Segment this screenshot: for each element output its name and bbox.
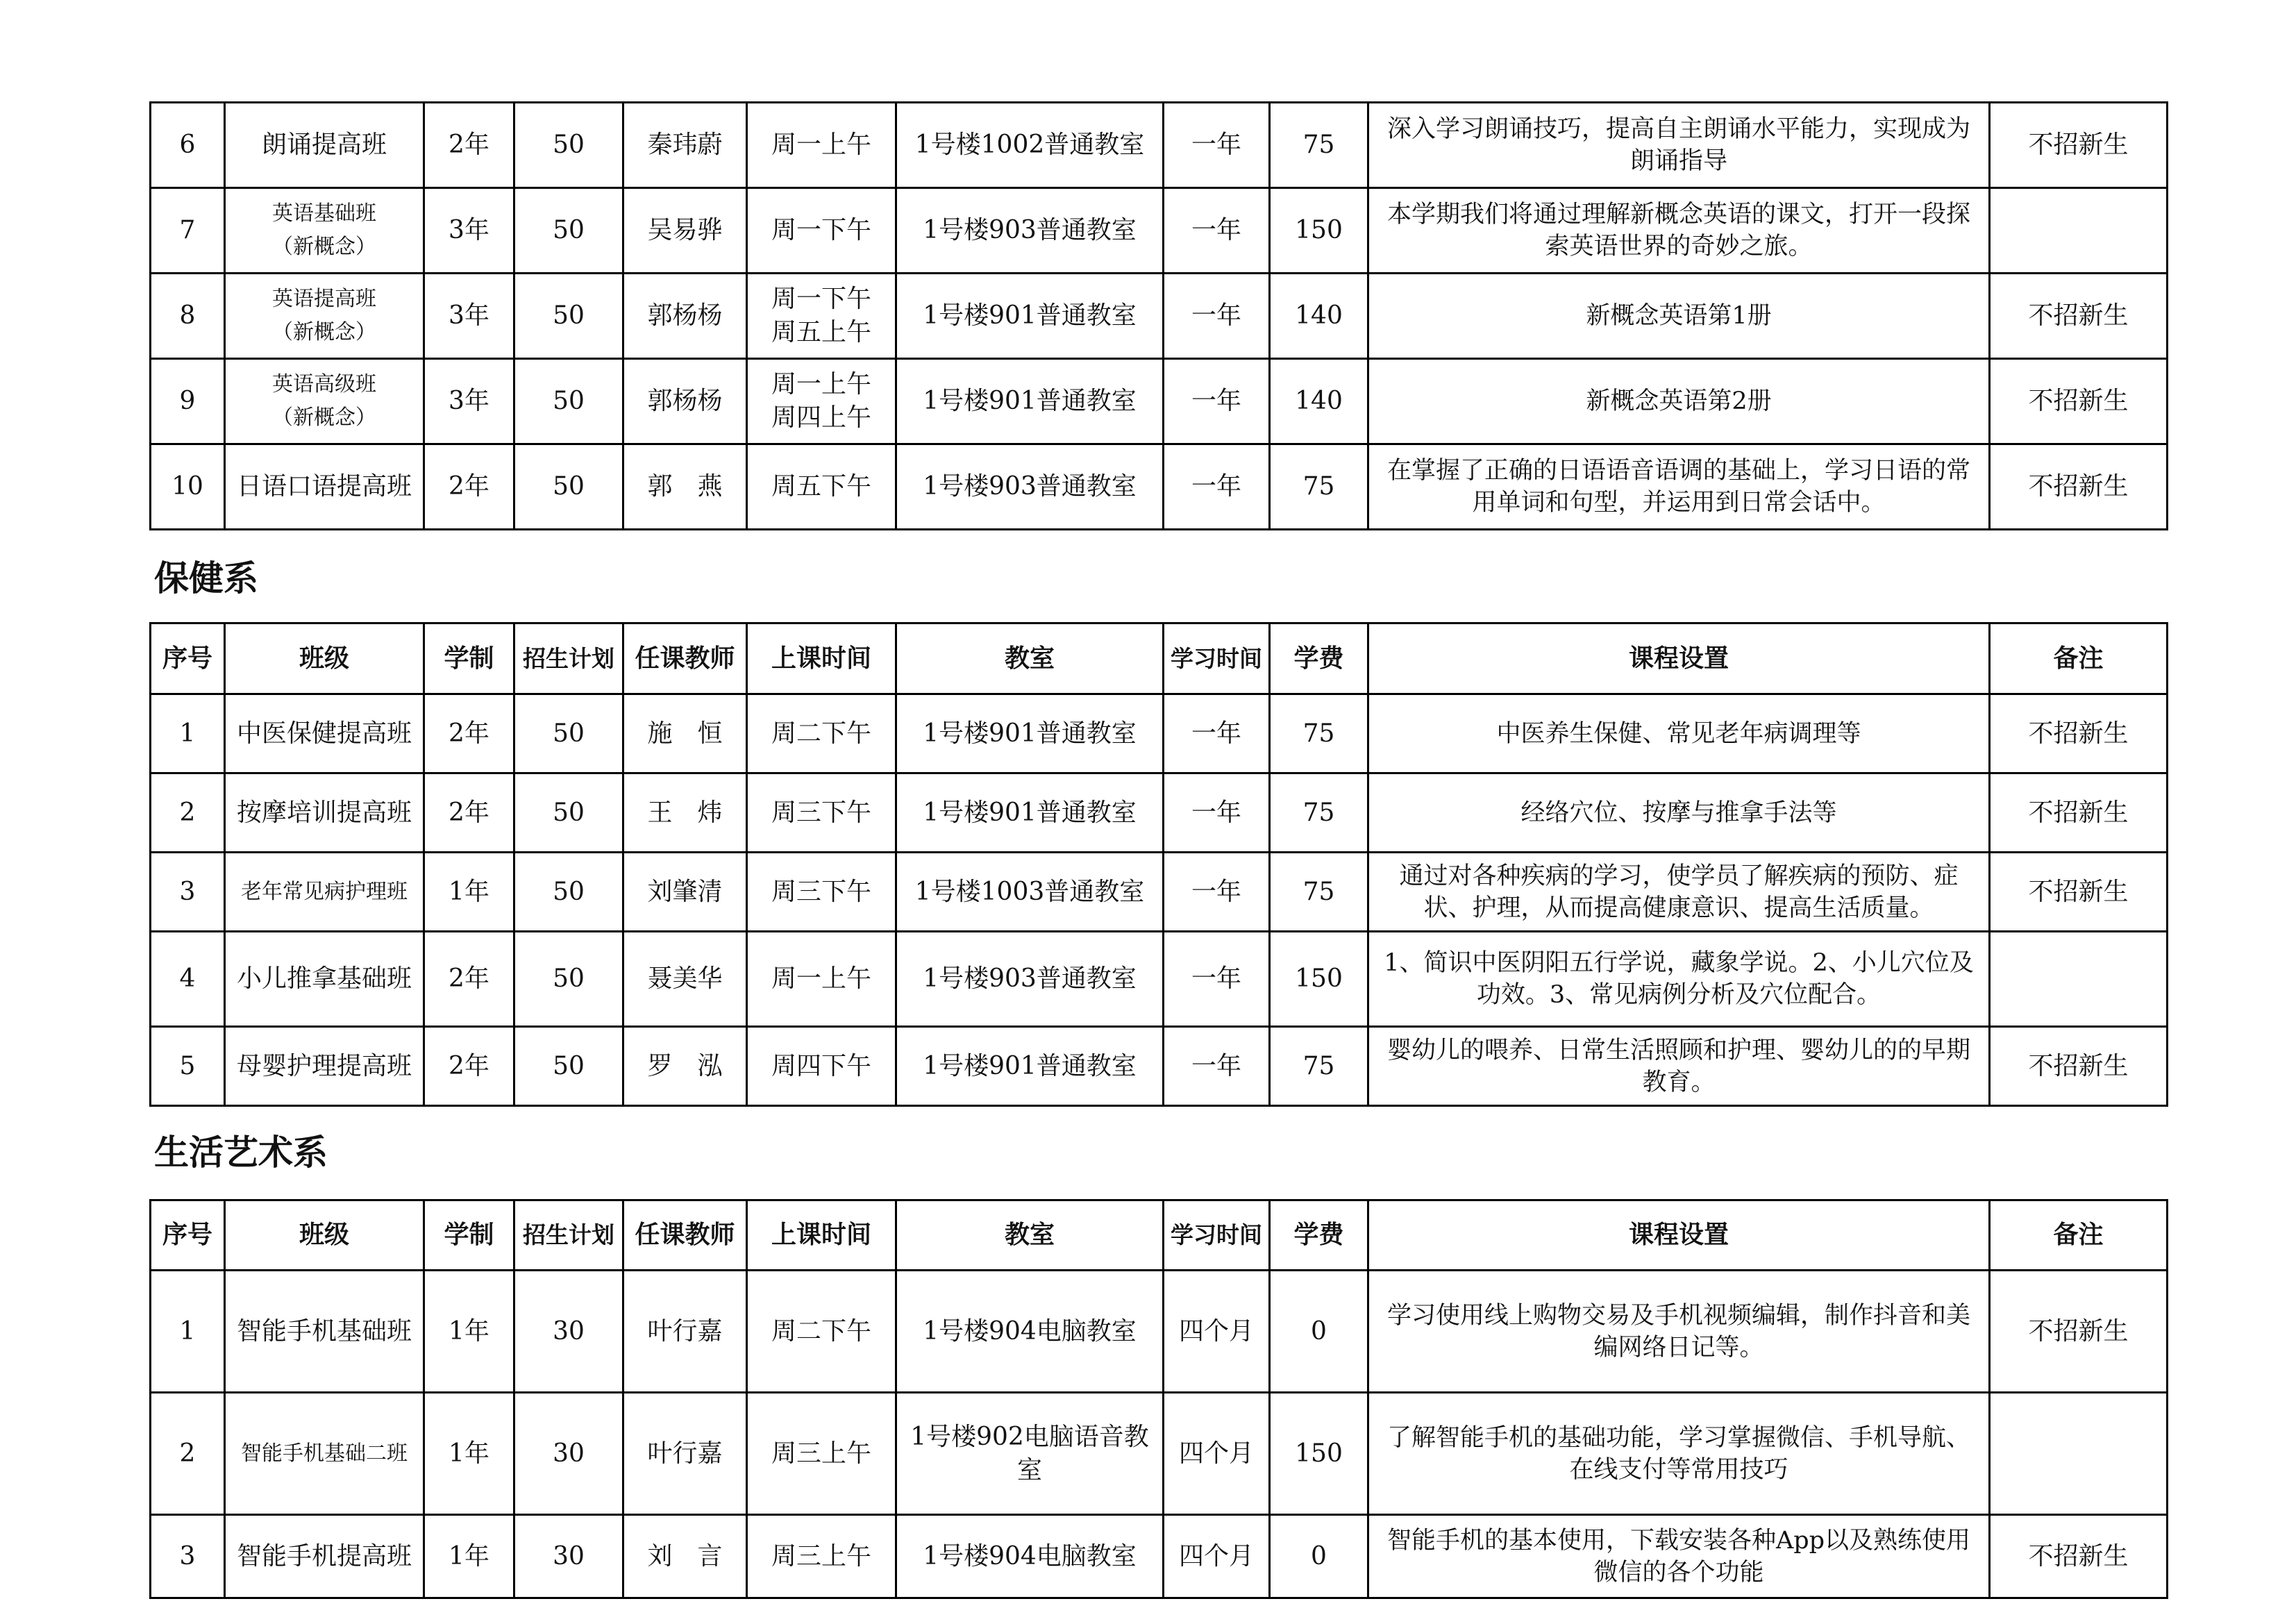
col-study-period: 一年 (1164, 773, 1270, 853)
col-time: 周三下午 (747, 773, 896, 853)
col-enrollment: 50 (514, 932, 623, 1027)
col-teacher: 吴易骅 (623, 188, 747, 274)
col-course: 智能手机的基本使用，下载安装各种App以及熟练使用微信的各个功能 (1368, 1515, 1990, 1598)
table-health (149, 622, 2168, 1107)
col-duration: 1年 (424, 1515, 514, 1598)
col-fee: 75 (1270, 694, 1368, 773)
table-row (151, 694, 2168, 773)
table-row (151, 853, 2168, 932)
header-col-fee: 学费 (1270, 623, 1368, 694)
col-index: 4 (151, 932, 225, 1027)
col-teacher: 郭杨杨 (623, 359, 747, 444)
col-time: 周三下午 (747, 853, 896, 932)
col-time: 周四下午 (747, 1027, 896, 1106)
col-classroom: 1号楼904电脑教室 (896, 1271, 1164, 1393)
col-index: 6 (151, 103, 225, 188)
col-classroom: 1号楼904电脑教室 (896, 1515, 1164, 1598)
col-classroom: 1号楼901普通教室 (896, 694, 1164, 773)
col-time: 周二下午 (747, 1271, 896, 1393)
col-fee: 0 (1270, 1515, 1368, 1598)
header-col-class: 班级 (225, 1200, 424, 1271)
col-class: 老年常见病护理班 (225, 853, 424, 932)
col-index: 1 (151, 1271, 225, 1393)
col-course: 新概念英语第2册 (1368, 359, 1990, 444)
col-index: 9 (151, 359, 225, 444)
col-study-period: 四个月 (1164, 1271, 1270, 1393)
header-col-remark: 备注 (1990, 1200, 2168, 1271)
col-time: 周一上午 (747, 932, 896, 1027)
col-time: 周一下午 周五上午 (747, 274, 896, 359)
section-title-health: 保健系 (154, 558, 258, 598)
col-course: 经络穴位、按摩与推拿手法等 (1368, 773, 1990, 853)
col-enrollment: 50 (514, 444, 623, 530)
col-index: 3 (151, 1515, 225, 1598)
col-duration: 2年 (424, 444, 514, 530)
col-classroom: 1号楼1003普通教室 (896, 853, 1164, 932)
col-remark: 不招新生 (1990, 1027, 2168, 1106)
col-fee: 140 (1270, 359, 1368, 444)
col-study-period: 一年 (1164, 444, 1270, 530)
col-class: 小儿推拿基础班 (225, 932, 424, 1027)
col-class: 智能手机基础二班 (225, 1393, 424, 1515)
col-course: 了解智能手机的基础功能，学习掌握微信、手机导航、在线支付等常用技巧 (1368, 1393, 1990, 1515)
col-classroom: 1号楼903普通教室 (896, 188, 1164, 274)
col-course: 中医养生保健、常见老年病调理等 (1368, 694, 1990, 773)
header-col-index: 序号 (151, 1200, 225, 1271)
col-class: 母婴护理提高班 (225, 1027, 424, 1106)
col-duration: 2年 (424, 1027, 514, 1106)
col-class: 英语基础班 （新概念） (225, 188, 424, 274)
table-row (151, 103, 2168, 188)
col-duration: 3年 (424, 188, 514, 274)
col-remark: 不招新生 (1990, 103, 2168, 188)
header-col-remark: 备注 (1990, 623, 2168, 694)
col-teacher: 秦玮蔚 (623, 103, 747, 188)
col-index: 5 (151, 1027, 225, 1106)
col-enrollment: 50 (514, 773, 623, 853)
col-index: 1 (151, 694, 225, 773)
col-classroom: 1号楼901普通教室 (896, 773, 1164, 853)
table-row (151, 1027, 2168, 1106)
table-life-art (149, 1199, 2168, 1599)
col-remark: 不招新生 (1990, 1271, 2168, 1393)
col-enrollment: 50 (514, 853, 623, 932)
header-col-teacher: 任课教师 (623, 1200, 747, 1271)
col-fee: 150 (1270, 932, 1368, 1027)
col-teacher: 王 炜 (623, 773, 747, 853)
col-index: 10 (151, 444, 225, 530)
col-enrollment: 50 (514, 359, 623, 444)
col-teacher: 刘 言 (623, 1515, 747, 1598)
col-time: 周一下午 (747, 188, 896, 274)
header-col-enrollment: 招生计划 (514, 623, 623, 694)
col-teacher: 郭杨杨 (623, 274, 747, 359)
col-enrollment: 30 (514, 1515, 623, 1598)
col-remark (1990, 188, 2168, 274)
col-class: 智能手机基础班 (225, 1271, 424, 1393)
col-duration: 3年 (424, 274, 514, 359)
col-course: 1、简识中医阴阳五行学说，藏象学说。2、小儿穴位及功效。3、常见病例分析及穴位配合。 (1368, 932, 1990, 1027)
col-study-period: 一年 (1164, 103, 1270, 188)
header-col-classroom: 教室 (896, 1200, 1164, 1271)
header-col-class: 班级 (225, 623, 424, 694)
table-row (151, 444, 2168, 530)
header-col-teacher: 任课教师 (623, 623, 747, 694)
col-course: 通过对各种疾病的学习，使学员了解疾病的预防、症状、护理，从而提高健康意识、提高生活质量。 (1368, 853, 1990, 932)
col-fee: 75 (1270, 853, 1368, 932)
col-fee: 150 (1270, 188, 1368, 274)
col-duration: 2年 (424, 694, 514, 773)
col-index: 8 (151, 274, 225, 359)
col-enrollment: 50 (514, 694, 623, 773)
col-duration: 1年 (424, 853, 514, 932)
col-class: 中医保健提高班 (225, 694, 424, 773)
header-col-course: 课程设置 (1368, 623, 1990, 694)
col-teacher: 叶行嘉 (623, 1271, 747, 1393)
table-row (151, 1271, 2168, 1393)
col-remark: 不招新生 (1990, 853, 2168, 932)
col-time: 周一上午 周四上午 (747, 359, 896, 444)
col-classroom: 1号楼901普通教室 (896, 274, 1164, 359)
col-enrollment: 50 (514, 103, 623, 188)
col-teacher: 刘肇清 (623, 853, 747, 932)
table-row (151, 359, 2168, 444)
col-time: 周一上午 (747, 103, 896, 188)
col-classroom: 1号楼1002普通教室 (896, 103, 1164, 188)
col-fee: 150 (1270, 1393, 1368, 1515)
col-classroom: 1号楼903普通教室 (896, 932, 1164, 1027)
header-col-duration: 学制 (424, 1200, 514, 1271)
table-row (151, 932, 2168, 1027)
col-teacher: 郭 燕 (623, 444, 747, 530)
col-index: 3 (151, 853, 225, 932)
table-row (151, 1515, 2168, 1598)
header-col-duration: 学制 (424, 623, 514, 694)
header-col-study-period: 学习时间 (1164, 623, 1270, 694)
section-title-life-art: 生活艺术系 (154, 1132, 328, 1173)
table-language-continued (149, 101, 2168, 530)
col-study-period: 四个月 (1164, 1515, 1270, 1598)
col-remark: 不招新生 (1990, 1515, 2168, 1598)
col-course: 本学期我们将通过理解新概念英语的课文，打开一段探索英语世界的奇妙之旅。 (1368, 188, 1990, 274)
header-col-time: 上课时间 (747, 623, 896, 694)
col-study-period: 一年 (1164, 359, 1270, 444)
col-class: 日语口语提高班 (225, 444, 424, 530)
col-study-period: 一年 (1164, 188, 1270, 274)
col-remark: 不招新生 (1990, 444, 2168, 530)
table-row (151, 773, 2168, 853)
col-time: 周三上午 (747, 1393, 896, 1515)
col-course: 学习使用线上购物交易及手机视频编辑，制作抖音和美编网络日记等。 (1368, 1271, 1990, 1393)
col-study-period: 一年 (1164, 274, 1270, 359)
col-remark: 不招新生 (1990, 773, 2168, 853)
col-enrollment: 50 (514, 188, 623, 274)
col-study-period: 一年 (1164, 694, 1270, 773)
col-enrollment: 50 (514, 274, 623, 359)
header-col-fee: 学费 (1270, 1200, 1368, 1271)
col-class: 英语提高班 （新概念） (225, 274, 424, 359)
col-classroom: 1号楼901普通教室 (896, 359, 1164, 444)
col-remark: 不招新生 (1990, 274, 2168, 359)
col-duration: 1年 (424, 1271, 514, 1393)
col-classroom: 1号楼902电脑语音教室 (896, 1393, 1164, 1515)
col-study-period: 四个月 (1164, 1393, 1270, 1515)
col-course: 婴幼儿的喂养、日常生活照顾和护理、婴幼儿的的早期教育。 (1368, 1027, 1990, 1106)
header-col-enrollment: 招生计划 (514, 1200, 623, 1271)
col-course: 在掌握了正确的日语语音语调的基础上，学习日语的常用单词和句型，并运用到日常会话中。 (1368, 444, 1990, 530)
col-index: 2 (151, 773, 225, 853)
col-teacher: 叶行嘉 (623, 1393, 747, 1515)
header-col-index: 序号 (151, 623, 225, 694)
col-duration: 2年 (424, 103, 514, 188)
col-study-period: 一年 (1164, 853, 1270, 932)
col-remark (1990, 1393, 2168, 1515)
table-header (151, 623, 2168, 694)
col-time: 周二下午 (747, 694, 896, 773)
col-classroom: 1号楼901普通教室 (896, 1027, 1164, 1106)
col-class: 英语高级班 （新概念） (225, 359, 424, 444)
col-duration: 3年 (424, 359, 514, 444)
col-teacher: 施 恒 (623, 694, 747, 773)
col-fee: 140 (1270, 274, 1368, 359)
header-col-study-period: 学习时间 (1164, 1200, 1270, 1271)
col-fee: 75 (1270, 773, 1368, 853)
table-row (151, 274, 2168, 359)
col-duration: 2年 (424, 773, 514, 853)
col-enrollment: 50 (514, 1027, 623, 1106)
col-duration: 2年 (424, 932, 514, 1027)
table-row (151, 1393, 2168, 1515)
col-enrollment: 30 (514, 1393, 623, 1515)
col-index: 7 (151, 188, 225, 274)
header-col-time: 上课时间 (747, 1200, 896, 1271)
col-class: 按摩培训提高班 (225, 773, 424, 853)
table-row (151, 188, 2168, 274)
header-col-course: 课程设置 (1368, 1200, 1990, 1271)
col-study-period: 一年 (1164, 1027, 1270, 1106)
col-remark: 不招新生 (1990, 694, 2168, 773)
col-index: 2 (151, 1393, 225, 1515)
col-remark: 不招新生 (1990, 359, 2168, 444)
col-teacher: 聂美华 (623, 932, 747, 1027)
col-fee: 75 (1270, 1027, 1368, 1106)
col-fee: 75 (1270, 103, 1368, 188)
col-study-period: 一年 (1164, 932, 1270, 1027)
header-col-classroom: 教室 (896, 623, 1164, 694)
col-course: 深入学习朗诵技巧，提高自主朗诵水平能力，实现成为朗诵指导 (1368, 103, 1990, 188)
col-teacher: 罗 泓 (623, 1027, 747, 1106)
table-header (151, 1200, 2168, 1271)
col-time: 周三上午 (747, 1515, 896, 1598)
col-class: 智能手机提高班 (225, 1515, 424, 1598)
col-course: 新概念英语第1册 (1368, 274, 1990, 359)
col-remark (1990, 932, 2168, 1027)
col-class: 朗诵提高班 (225, 103, 424, 188)
col-fee: 75 (1270, 444, 1368, 530)
col-enrollment: 30 (514, 1271, 623, 1393)
col-fee: 0 (1270, 1271, 1368, 1393)
col-time: 周五下午 (747, 444, 896, 530)
col-duration: 1年 (424, 1393, 514, 1515)
col-classroom: 1号楼903普通教室 (896, 444, 1164, 530)
